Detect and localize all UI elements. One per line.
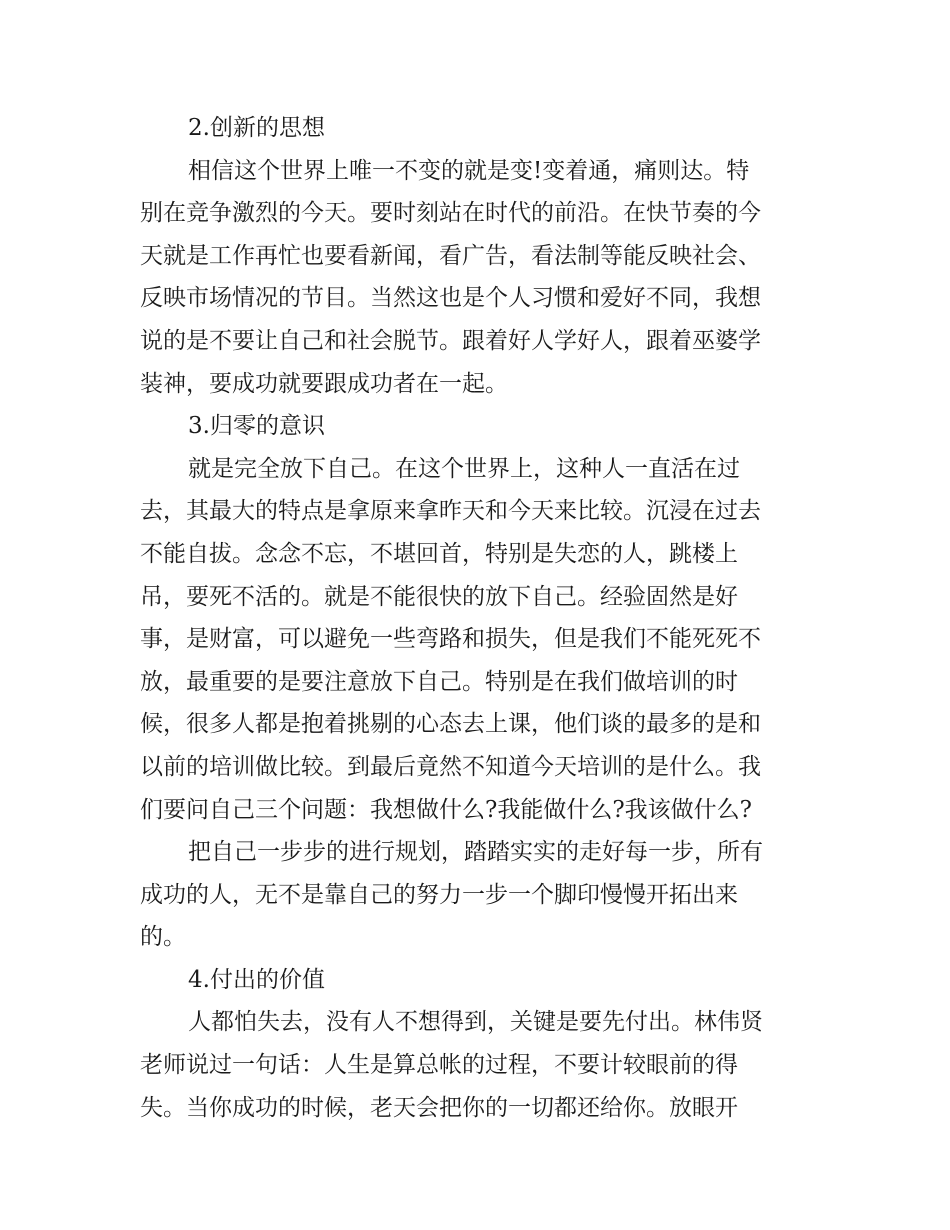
paragraph-line: 就是完全放下自己。在这个世界上，这种人一直活在过 [188, 455, 740, 482]
paragraph-line: 成功的人，无不是靠自己的努力一步一个脚印慢慢开拓出来 [140, 881, 738, 908]
paragraph-line: 人都怕失去，没有人不想得到，关键是要先付出。林伟贤 [188, 1009, 763, 1036]
paragraph-line: 别在竞争激烈的今天。要时刻站在时代的前沿。在快节奏的今 [140, 200, 761, 227]
paragraph-line: 的。 [140, 924, 186, 951]
paragraph-line: 吊，要死不活的。就是不能很快的放下自己。经验固然是好 [140, 583, 738, 610]
paragraph-line: 反映市场情况的节目。当然这也是个人习惯和爱好不同，我想 [140, 285, 761, 312]
paragraph-line: 以前的培训做比较。到最后竟然不知道今天培训的是什么。我 [140, 753, 761, 780]
paragraph-line: 相信这个世界上唯一不变的就是变!变着通，痛则达。特 [188, 157, 750, 184]
paragraph-line: 候，很多人都是抱着挑剔的心态去上课，他们谈的最多的是和 [140, 711, 761, 738]
paragraph-line: 们要问自己三个问题：我想做什么?我能做什么?我该做什么? [140, 796, 752, 823]
section-heading-innovation: 2.创新的思想 [188, 115, 325, 141]
paragraph-line: 不能自拔。念念不忘，不堪回首，特别是失恋的人，跳楼上 [140, 540, 738, 567]
document-page [140, 107, 812, 1129]
section-heading-giving-value: 4.付出的价值 [188, 966, 325, 993]
paragraph-line: 放，最重要的是要注意放下自己。特别是在我们做培训的时 [140, 668, 738, 695]
paragraph-line: 去，其最大的特点是拿原来拿昨天和今天来比较。沉浸在过去 [140, 498, 761, 525]
paragraph-line: 把自己一步步的进行规划，踏踏实实的走好每一步，所有 [188, 839, 763, 866]
paragraph-line: 事，是财富，可以避免一些弯路和损失，但是我们不能死死不 [140, 626, 761, 653]
paragraph-line: 老师说过一句话：人生是算总帐的过程，不要计较眼前的得 [140, 1052, 738, 1079]
paragraph-line: 装神，要成功就要跟成功者在一起。 [140, 370, 508, 397]
section-heading-zero-mindset: 3.归零的意识 [188, 413, 325, 440]
paragraph-line: 天就是工作再忙也要看新闻，看广告，看法制等能反映社会、 [140, 242, 761, 269]
paragraph-line: 说的是不要让自己和社会脱节。跟着好人学好人，跟着巫婆学 [140, 327, 761, 354]
paragraph-line: 失。当你成功的时候，老天会把你的一切都还给你。放眼开 [140, 1094, 738, 1121]
